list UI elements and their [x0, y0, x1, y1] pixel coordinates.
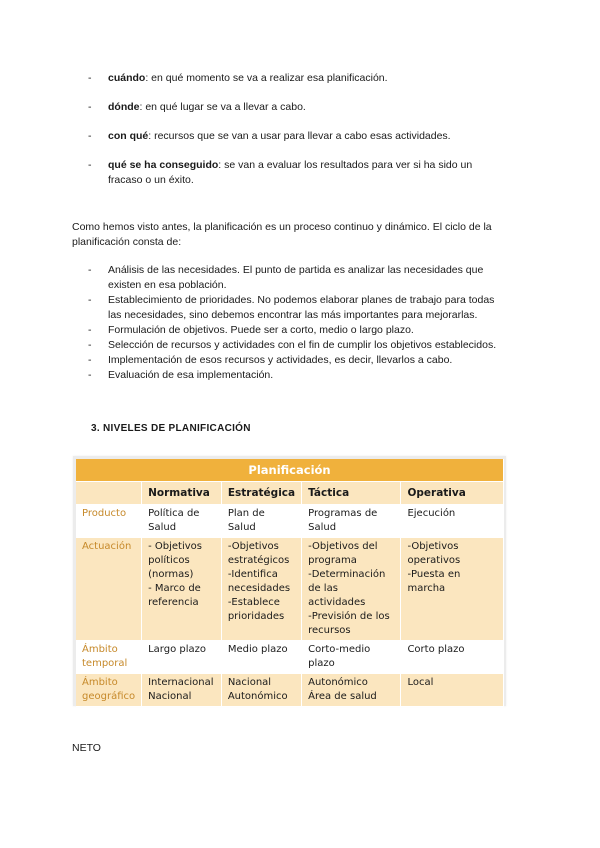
planning-cycle-list — [88, 263, 508, 383]
column-header: Estratégica — [221, 482, 301, 505]
list-dash: - — [88, 159, 92, 171]
item-text: Establecimiento de prioridades. No podemos elaborar planes de trabajo para todas las necesidades, sino debemos encontrar las más importantes para mejorarlas. — [108, 294, 495, 321]
list-item — [88, 158, 508, 188]
planning-levels-table — [76, 459, 504, 707]
item-term: qué se ha conseguido — [108, 159, 219, 171]
planning-questions-list — [88, 71, 508, 202]
list-item — [88, 323, 508, 338]
item-term: dónde — [108, 101, 140, 113]
list-dash: - — [88, 72, 92, 84]
list-item — [88, 100, 508, 115]
planning-levels-table-container — [73, 456, 506, 706]
table-cell: -Objetivos estratégicos -Identifica necesidades -Establece prioridades — [221, 538, 301, 641]
footer-text: NETO — [72, 742, 101, 754]
table-cell: Corto-medio plazo — [302, 641, 401, 674]
row-label: Ámbito temporal — [76, 641, 142, 674]
table-cell: -Objetivos del programa -Determinación de las actividades -Previsión de los recursos — [302, 538, 401, 641]
table-cell: Largo plazo — [142, 641, 222, 674]
table-row — [76, 505, 504, 538]
table-row — [76, 641, 504, 674]
table-title: Planificación — [76, 459, 504, 482]
item-text: Implementación de esos recursos y actividades, es decir, llevarlos a cabo. — [108, 354, 453, 366]
list-dash: - — [88, 101, 92, 113]
list-dash: - — [88, 294, 92, 306]
column-header — [76, 482, 142, 505]
table-cell: Plan de Salud — [221, 505, 301, 538]
table-cell: Programas de Salud — [302, 505, 401, 538]
row-label: Producto — [76, 505, 142, 538]
table-cell: Medio plazo — [221, 641, 301, 674]
section-heading: 3. NIVELES DE PLANIFICACIÓN — [91, 423, 251, 434]
item-text: Evaluación de esa implementación. — [108, 369, 274, 381]
list-dash: - — [88, 324, 92, 336]
list-item — [88, 368, 508, 383]
list-dash: - — [88, 354, 92, 366]
item-term: cuándo — [108, 72, 146, 84]
table-cell: Corto plazo — [401, 641, 504, 674]
item-text: Análisis de las necesidades. El punto de partida es analizar las necesidades que existen en esa población. — [108, 264, 484, 291]
table-header-row — [76, 482, 504, 505]
table-cell: Internacional Nacional — [142, 674, 222, 707]
item-term: con qué — [108, 130, 149, 142]
item-text: Formulación de objetivos. Puede ser a corto, medio o largo plazo. — [108, 324, 414, 336]
list-dash: - — [88, 130, 92, 142]
list-item — [88, 129, 508, 144]
item-text: Selección de recursos y actividades con el fin de cumplir los objetivos establecidos. — [108, 339, 497, 351]
column-header: Normativa — [142, 482, 222, 505]
item-text: : se van a evaluar los resultados para ver si ha sido un fracaso o un éxito. — [108, 159, 473, 186]
table-row — [76, 674, 504, 707]
list-item — [88, 353, 508, 368]
item-text: : recursos que se van a usar para llevar a cabo esas actividades. — [148, 130, 451, 142]
intro-paragraph: Como hemos visto antes, la planificación es un proceso continuo y dinámico. El ciclo de la planificación consta de: — [72, 221, 492, 248]
table-cell: Ejecución — [401, 505, 504, 538]
table-cell: Autonómico Área de salud — [302, 674, 401, 707]
column-header: Táctica — [302, 482, 401, 505]
list-item — [88, 338, 508, 353]
item-text: : en qué lugar se va a llevar a cabo. — [139, 101, 306, 113]
row-label: Ámbito geográfico — [76, 674, 142, 707]
list-dash: - — [88, 264, 92, 276]
list-item — [88, 293, 508, 323]
table-cell: -Objetivos operativos -Puesta en marcha — [401, 538, 504, 641]
list-item — [88, 71, 508, 86]
item-text: : en qué momento se va a realizar esa planificación. — [145, 72, 388, 84]
table-cell: Local — [401, 674, 504, 707]
table-cell: Nacional Autonómico — [221, 674, 301, 707]
table-cell: Política de Salud — [142, 505, 222, 538]
column-header: Operativa — [401, 482, 504, 505]
list-dash: - — [88, 339, 92, 351]
table-row — [76, 538, 504, 641]
table-cell: - Objetivos políticos (normas) - Marco de referencia — [142, 538, 222, 641]
list-item — [88, 263, 508, 293]
list-dash: - — [88, 369, 92, 381]
row-label: Actuación — [76, 538, 142, 641]
